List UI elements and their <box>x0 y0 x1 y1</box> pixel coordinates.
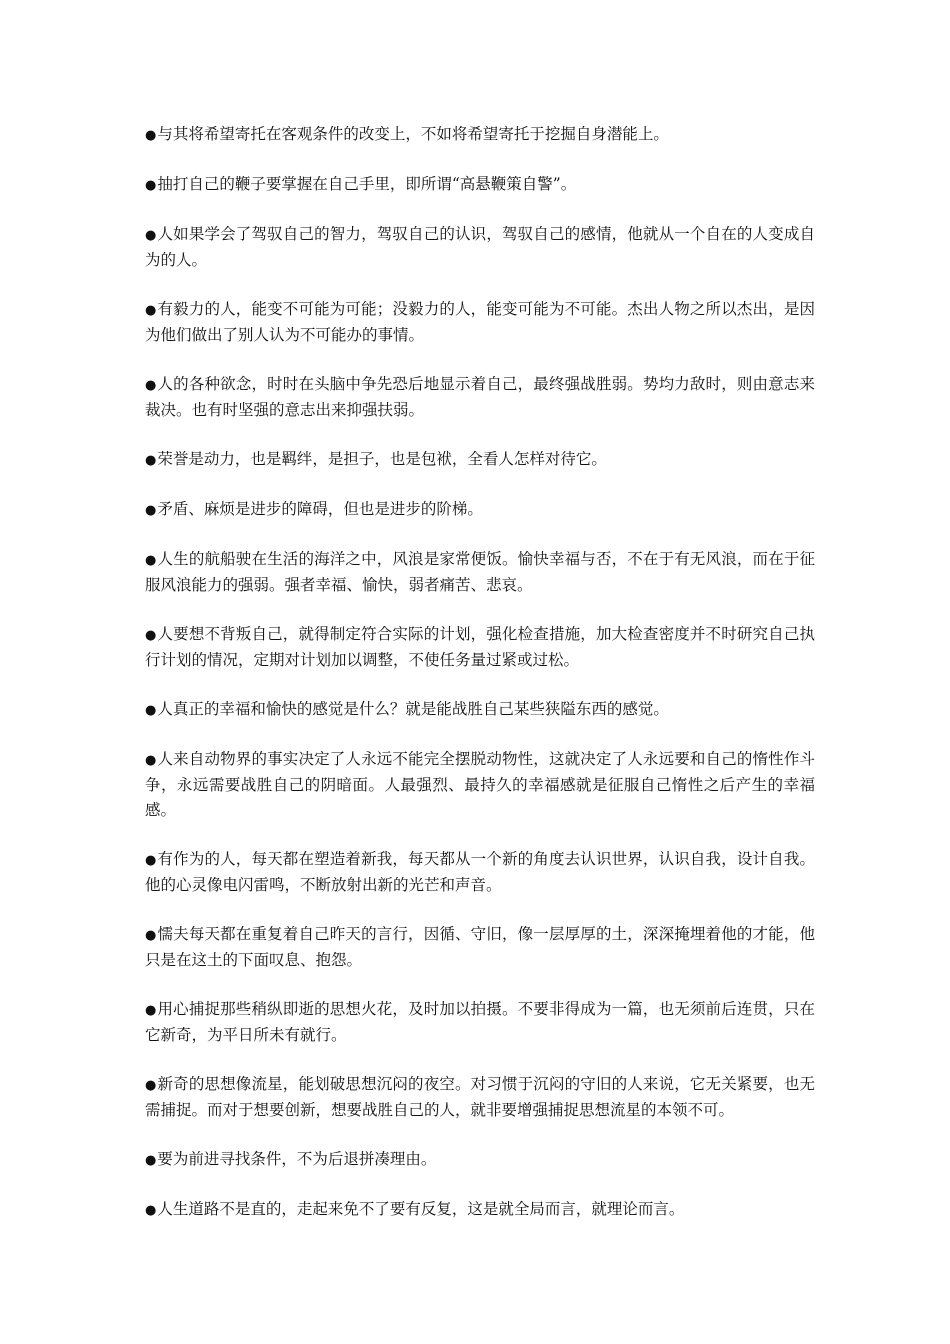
quote-text: 要为前进寻找条件，不为后退拼凑理由。 <box>157 1150 437 1168</box>
bullet-icon: ● <box>145 303 157 318</box>
quote-text: 人生的航船驶在生活的海洋之中，风浪是家常便饭。愉快幸福与否，不在于有无风浪，而在于征服风浪能力的强弱。强者幸福、愉快，弱者痛苦、悲哀。 <box>145 550 816 594</box>
quote-text: 懦夫每天都在重复着自己昨天的言行，因循、守旧，像一层厚厚的土，深深掩埋着他的才能，他只是在这土的下面叹息、抱怨。 <box>145 925 816 969</box>
bullet-icon: ● <box>145 378 157 393</box>
quote-paragraph-3 <box>145 222 815 273</box>
quote-paragraph-2 <box>145 172 815 198</box>
quote-paragraph-8 <box>145 547 815 598</box>
bullet-icon: ● <box>145 1203 157 1218</box>
bullet-icon: ● <box>145 453 157 468</box>
quote-text: 抽打自己的鞭子要掌握在自己手里，即所谓“高悬鞭策自警”。 <box>157 175 577 193</box>
quote-paragraph-5 <box>145 372 815 423</box>
bullet-icon: ● <box>145 853 157 868</box>
quote-text: 矛盾、麻烦是进步的障碍，但也是进步的阶梯。 <box>157 500 483 518</box>
bullet-icon: ● <box>145 703 157 718</box>
document-body <box>145 122 815 1247</box>
quote-text: 人如果学会了驾驭自己的智力，驾驭自己的认识，驾驭自己的感情，他就从一个自在的人变成自为的人。 <box>145 225 816 269</box>
quote-text: 人来自动物界的事实决定了人永远不能完全摆脱动物性，这就决定了人永远要和自己的惰性作斗争，永远需要战胜自己的阴暗面。人最强烈、最持久的幸福感就是征服自己惰性之后产生的幸福感。 <box>145 750 816 819</box>
bullet-icon: ● <box>145 1153 157 1168</box>
bullet-icon: ● <box>145 178 157 193</box>
bullet-icon: ● <box>145 1003 157 1018</box>
quote-text: 与其将希望寄托在客观条件的改变上，不如将希望寄托于挖掘自身潜能上。 <box>157 125 669 143</box>
quote-text: 人真正的幸福和愉快的感觉是什么？就是能战胜自己某些狭隘东西的感觉。 <box>157 700 669 718</box>
quote-paragraph-13 <box>145 922 815 973</box>
quote-paragraph-7 <box>145 497 815 523</box>
bullet-icon: ● <box>145 628 157 643</box>
quote-paragraph-17 <box>145 1197 815 1223</box>
quote-paragraph-9 <box>145 622 815 673</box>
quote-text: 新奇的思想像流星，能划破思想沉闷的夜空。对习惯于沉闷的守旧的人来说，它无关紧要，也无需捕捉。而对于想要创新，想要战胜自己的人，就非要增强捕捉思想流星的本领不可。 <box>145 1075 816 1119</box>
quote-text: 人的各种欲念，时时在头脑中争先恐后地显示着自己，最终强战胜弱。势均力敌时，则由意志来裁决。也有时坚强的意志出来抑强扶弱。 <box>145 375 816 419</box>
bullet-icon: ● <box>145 553 157 568</box>
quote-text: 人要想不背叛自己，就得制定符合实际的计划，强化检查措施，加大检查密度并不时研究自己执行计划的情况，定期对计划加以调整，不使任务量过紧或过松。 <box>145 625 816 669</box>
quote-paragraph-1 <box>145 122 815 148</box>
bullet-icon: ● <box>145 1078 157 1093</box>
quote-text: 有作为的人，每天都在塑造着新我，每天都从一个新的角度去认识世界，认识自我，设计自我。他的心灵像电闪雷鸣，不断放射出新的光芒和声音。 <box>145 850 816 894</box>
quote-paragraph-12 <box>145 847 815 898</box>
quote-paragraph-10 <box>145 697 815 723</box>
bullet-icon: ● <box>145 928 157 943</box>
quote-paragraph-4 <box>145 297 815 348</box>
bullet-icon: ● <box>145 753 157 768</box>
quote-paragraph-11 <box>145 747 815 823</box>
quote-text: 用心捕捉那些稍纵即逝的思想火花，及时加以拍摄。不要非得成为一篇，也无须前后连贯，只在它新奇，为平日所未有就行。 <box>145 1000 816 1044</box>
quote-paragraph-14 <box>145 997 815 1048</box>
quote-text: 有毅力的人，能变不可能为可能；没毅力的人，能变可能为不可能。杰出人物之所以杰出，是因为他们做出了别人认为不可能办的事情。 <box>145 300 816 344</box>
bullet-icon: ● <box>145 228 157 243</box>
quote-paragraph-15 <box>145 1072 815 1123</box>
bullet-icon: ● <box>145 128 157 143</box>
bullet-icon: ● <box>145 503 157 518</box>
quote-text: 人生道路不是直的，走起来免不了要有反复，这是就全局而言，就理论而言。 <box>157 1200 685 1218</box>
quote-paragraph-16 <box>145 1147 815 1173</box>
quote-paragraph-6 <box>145 447 815 473</box>
quote-text: 荣誉是动力，也是羁绊，是担子，也是包袱，全看人怎样对待它。 <box>157 450 607 468</box>
